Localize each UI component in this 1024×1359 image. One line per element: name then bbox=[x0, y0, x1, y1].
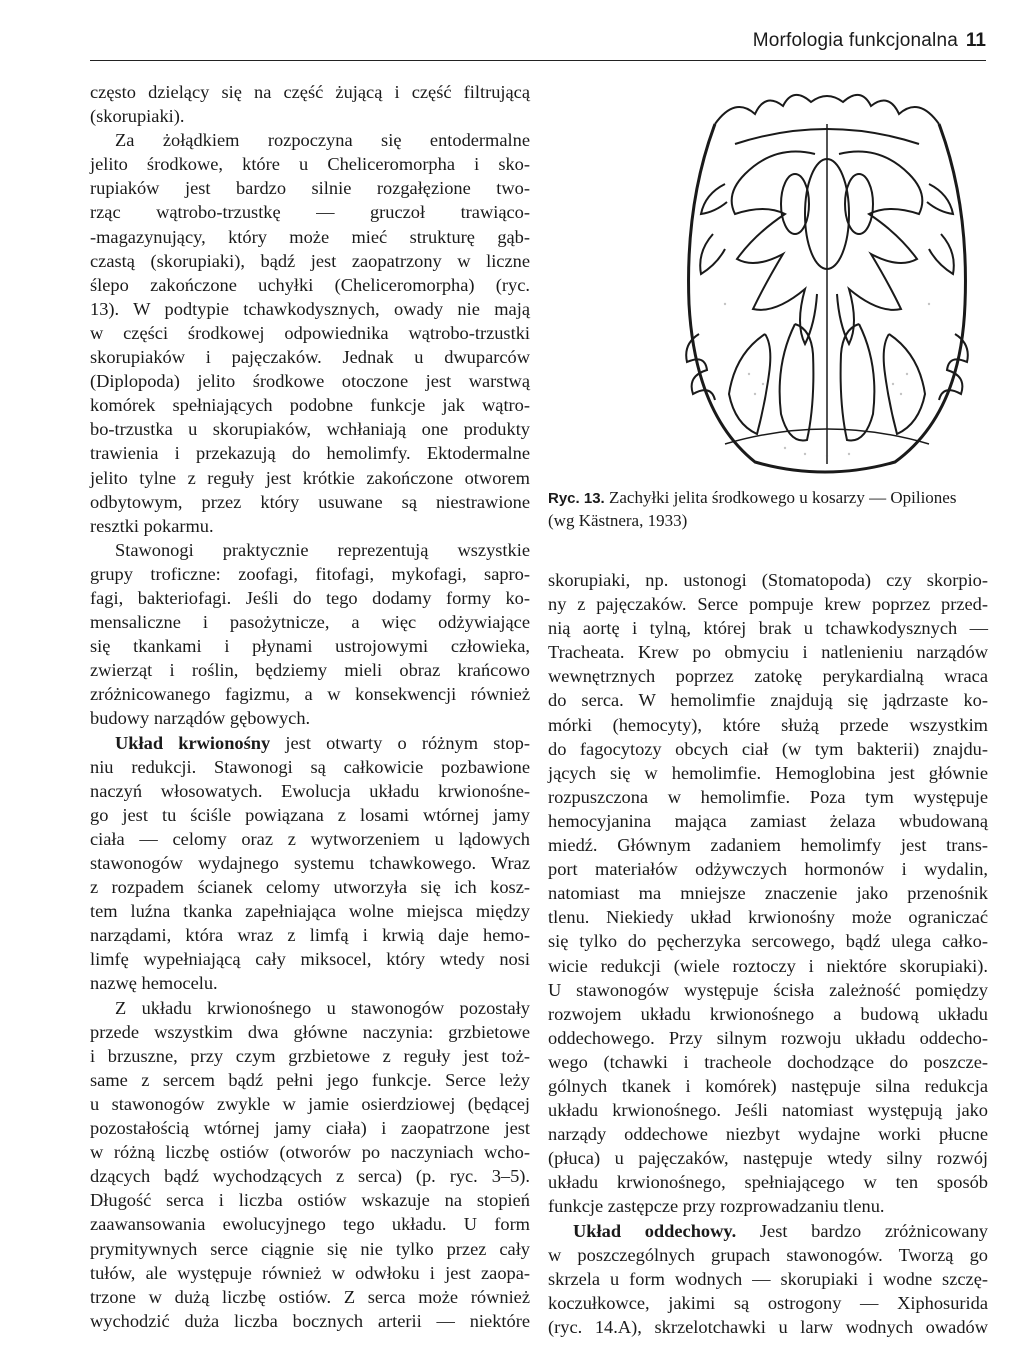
text-line: Stawonogi praktycznie reprezentują wszystkie bbox=[115, 539, 530, 560]
text-line-heading bbox=[548, 1219, 988, 1243]
text-line: układu krwionośnego, spełniającego w ten sposób bbox=[548, 1172, 988, 1193]
text-line: trawienia i przekazują do hemolimfy. Ektodermalne bbox=[90, 443, 530, 464]
text-line: nazwę hemocelu. bbox=[90, 973, 218, 994]
text-line: jących się w hemolimfie. Hemoglobina jest głównie bbox=[548, 762, 988, 783]
section-heading-oddechowy: Układ oddechowy. bbox=[573, 1220, 737, 1241]
text-line: skorupiaki, np. ustonogi (Stomatopoda) czy skorpio- bbox=[548, 570, 988, 590]
text-line: miedź. Głównym zadaniem hemolimfy jest trans- bbox=[548, 835, 988, 856]
text-line: pozostałością wtórnej jamy ciała) i zaopatrzone jest bbox=[90, 1118, 530, 1139]
text-fragment: jest otwarty o różnym stop- bbox=[285, 732, 530, 753]
figure-caption bbox=[548, 487, 988, 532]
text-line: ny z pajęczaków. Serce pompuje krew poprzez przed- bbox=[548, 594, 988, 615]
text-line: 13). W podtypie tchawkodysznych, owady nie mają bbox=[90, 298, 530, 319]
text-line: bo-trzustka u skorupiaków, wchłaniają one produkty bbox=[90, 419, 530, 440]
text-line: układu krwionośnego. Jeśli natomiast występują jako bbox=[548, 1100, 988, 1121]
text-line: trzone w dużą liczbę ostiów. Z serca może również bbox=[90, 1286, 530, 1307]
text-line: oddechowego. Przy silnym rozwoju układu oddecho- bbox=[548, 1027, 988, 1048]
text-line: port materiałów odżywczych hormonów i wydalin, bbox=[548, 859, 988, 880]
text-line: Tracheata. Krew po obmyciu i natlenieniu narządów bbox=[548, 642, 988, 663]
text-line: (ryc. 14.A), skrzelotchawki u larw wodnych owadów bbox=[548, 1316, 988, 1337]
text-line: funkcje zastępcze przy rozprowadzaniu tlenu. bbox=[548, 1196, 885, 1217]
text-line: się tylko do pęcherzyka sercowego, bądź ulega całko- bbox=[548, 931, 988, 952]
text-line: niu redukcji. Stawonogi są całkowicie pozbawione bbox=[90, 756, 530, 777]
text-line: do serca. W hemolimfie znajdują się jądrzaste ko- bbox=[548, 690, 988, 711]
text-line: go jest tu ściśle powiązana z losami wtórnej jamy bbox=[90, 804, 530, 825]
text-line: do fagocytozy obcych ciał (w tym bakterii) znajdu- bbox=[548, 738, 988, 759]
text-line: u stawonogów zwykle w jamie osierdziowej (będącej bbox=[90, 1093, 530, 1114]
text-line: odbytowym, przez który usuwane są niestrawione bbox=[90, 491, 530, 512]
text-line: Z układu krwionośnego u stawonogów pozostały bbox=[115, 997, 530, 1018]
text-line: wicie redukcji (wiele roztoczy i niektóre skorupiaki). bbox=[548, 955, 988, 976]
opiliones-midgut-illustration bbox=[665, 84, 989, 482]
right-column bbox=[548, 568, 988, 1339]
text-line: gólnych tkanek i komórek) następuje silna redukcja bbox=[548, 1075, 988, 1096]
text-line: same z sercem bądź pełni jego funkcje. Serce leży bbox=[90, 1069, 530, 1090]
text-line: i brzuszne, przy czym grzbietowe z reguły jest toż- bbox=[90, 1045, 530, 1066]
text-line: zróżnicowanego fagizmu, a w konsekwencji również bbox=[90, 684, 530, 705]
figure-opiliones-midgut bbox=[665, 84, 989, 482]
text-line-heading bbox=[90, 731, 530, 755]
text-line: często dzielący się na część żującą i część filtrującą bbox=[90, 82, 530, 102]
text-line: rupiaków jest bardzo silnie rozgałęzione two- bbox=[90, 178, 530, 199]
text-line: wewnętrznych poprzez zatokę perykardialną wraca bbox=[548, 666, 988, 687]
text-line: czastą (skorupiaki), bądź jest zaopatrzony w liczne bbox=[90, 250, 530, 271]
section-heading-krwionosny: Układ krwionośny bbox=[115, 732, 271, 753]
page-header bbox=[90, 30, 986, 61]
text-line: mórki (hemocyty), które służą przede wszystkim bbox=[548, 714, 988, 735]
text-line: skorupiaków i pajęczaków. Jednak u dwuparców bbox=[90, 347, 530, 368]
caption-text: Zachyłki jelita środkowego u kosarzy — Opiliones bbox=[608, 488, 957, 507]
text-line: budowy narządów gębowych. bbox=[90, 708, 311, 729]
text-line: mensaliczne i pasożytnicze, a więc odżywiające bbox=[90, 612, 530, 633]
text-line: zaawansowania ewolucyjnego tego układu. U form bbox=[90, 1214, 530, 1235]
text-line: (skorupiaki). bbox=[90, 106, 185, 127]
text-line: narządy oddechowe niezbyt wydajne worki płucne bbox=[548, 1124, 988, 1145]
running-head: Morfologia funkcjonalna bbox=[752, 30, 958, 51]
text-line: stawonogów wydajnego systemu tchawkowego. Wraz bbox=[90, 853, 530, 873]
figure-label: Ryc. 13. bbox=[548, 490, 605, 507]
text-line: ślepo zakończone uchyłki (Cheliceromorpha) (ryc. bbox=[90, 274, 530, 295]
text-line: fagi, bakteriofagi. Jeśli do tego dodamy formy ko- bbox=[90, 587, 530, 608]
text-line: z rozpadem ścianek celomy utworzyła się ich kosz- bbox=[90, 877, 530, 898]
text-fragment: Jest bardzo zróżnicowany bbox=[759, 1220, 988, 1241]
left-column bbox=[90, 80, 530, 1333]
text-line: koczułkowce, jakimi są ostrogony — Xiphosurida bbox=[548, 1292, 988, 1313]
text-line: hemocyjanina mająca zamiast żelaza wbudowaną bbox=[548, 810, 988, 831]
text-line: -magazynujący, który może mieć strukturę gąb- bbox=[90, 226, 530, 247]
caption-line-1 bbox=[548, 487, 988, 510]
text-line: w poszczególnych grupach stawonogów. Tworzą go bbox=[548, 1244, 988, 1265]
text-line: naczyń włosowatych. Ewolucja układu krwionośne- bbox=[90, 780, 530, 801]
text-line: prymitywnych serce ciągnie się nie tylko przez cały bbox=[90, 1238, 530, 1259]
caption-line-2: (wg Kästnera, 1933) bbox=[548, 511, 688, 530]
text-line: (płuca) u pajęczaków, następuje wtedy silny rozwój bbox=[548, 1148, 988, 1169]
text-line: resztki pokarmu. bbox=[90, 515, 214, 536]
text-line: narządami, która wraz z limfą i krwią daje hemo- bbox=[90, 925, 530, 946]
text-line: tlenu. Niekiedy układ krwionośny może ograniczać bbox=[548, 907, 988, 928]
text-line: zwierząt i roślin, będziemy mieli obraz krańcowo bbox=[90, 660, 530, 681]
text-line: wychodzić duża liczba bocznych arterii — niektóre bbox=[90, 1310, 530, 1331]
text-line: skrzela u form wodnych — skorupiaki i wodne szczę- bbox=[548, 1268, 988, 1289]
text-line: przede wszystkim dwa główne naczynia: grzbietowe bbox=[90, 1021, 530, 1042]
text-line: ciała — celomy oraz z wytworzeniem u lądowych bbox=[90, 828, 530, 849]
text-line: Długość serca i liczba ostiów wskazuje na stopień bbox=[90, 1190, 530, 1211]
text-line: się tkankami i płynami ustrojowymi człowieka, bbox=[90, 636, 530, 657]
text-line: natomiast ma mniejsze znaczenie jako przenośnik bbox=[548, 883, 988, 904]
text-line: dzących bądź wychodzących z serca) (p. ryc. 3–5). bbox=[90, 1166, 530, 1187]
text-line: rozwojem układu krwionośnego a budową układu bbox=[548, 1003, 988, 1024]
text-line: jelito środkowe, które u Cheliceromorpha i sko- bbox=[90, 154, 530, 175]
text-line: w części środkowej odpowiednika wątrobo-trzustki bbox=[90, 322, 530, 343]
page-number: 11 bbox=[965, 30, 986, 51]
text-line: U stawonogów występuje ścisła zależność pomiędzy bbox=[548, 979, 988, 1000]
text-line: tem luźna tkanka zapełniająca wolne miejsca między bbox=[90, 901, 530, 922]
text-line: tułów, ale występuje również w odwłoku i jest zaopa- bbox=[90, 1262, 530, 1283]
text-line: nią aortę i tylną, której brak u tchawkodysznych — bbox=[548, 618, 988, 639]
text-line: jelito tylne z reguły jest krótkie zakończone otworem bbox=[90, 467, 530, 488]
text-line: grupy troficzne: zoofagi, fitofagi, mykofagi, sapro- bbox=[90, 563, 530, 584]
text-line: rząc wątrobo-trzustkę — gruczoł trawiąco- bbox=[90, 202, 530, 223]
text-line: w różną liczbę ostiów (otworów po naczyniach wcho- bbox=[90, 1142, 530, 1163]
text-line: wego (tchawki i tracheole dochodzące do poszcze- bbox=[548, 1051, 988, 1072]
text-line: (Diplopoda) jelito środkowe otoczone jest warstwą bbox=[90, 371, 530, 392]
text-line: komórek spełniających podobne funkcje jak wątro- bbox=[90, 395, 530, 416]
text-line: Za żołądkiem rozpoczyna się entodermalne bbox=[115, 130, 530, 151]
text-line: limfę wypełniającą cały miksocel, który wtedy nosi bbox=[90, 949, 530, 970]
text-line: rozpuszczona w hemolimfie. Poza tym występuje bbox=[548, 786, 988, 807]
